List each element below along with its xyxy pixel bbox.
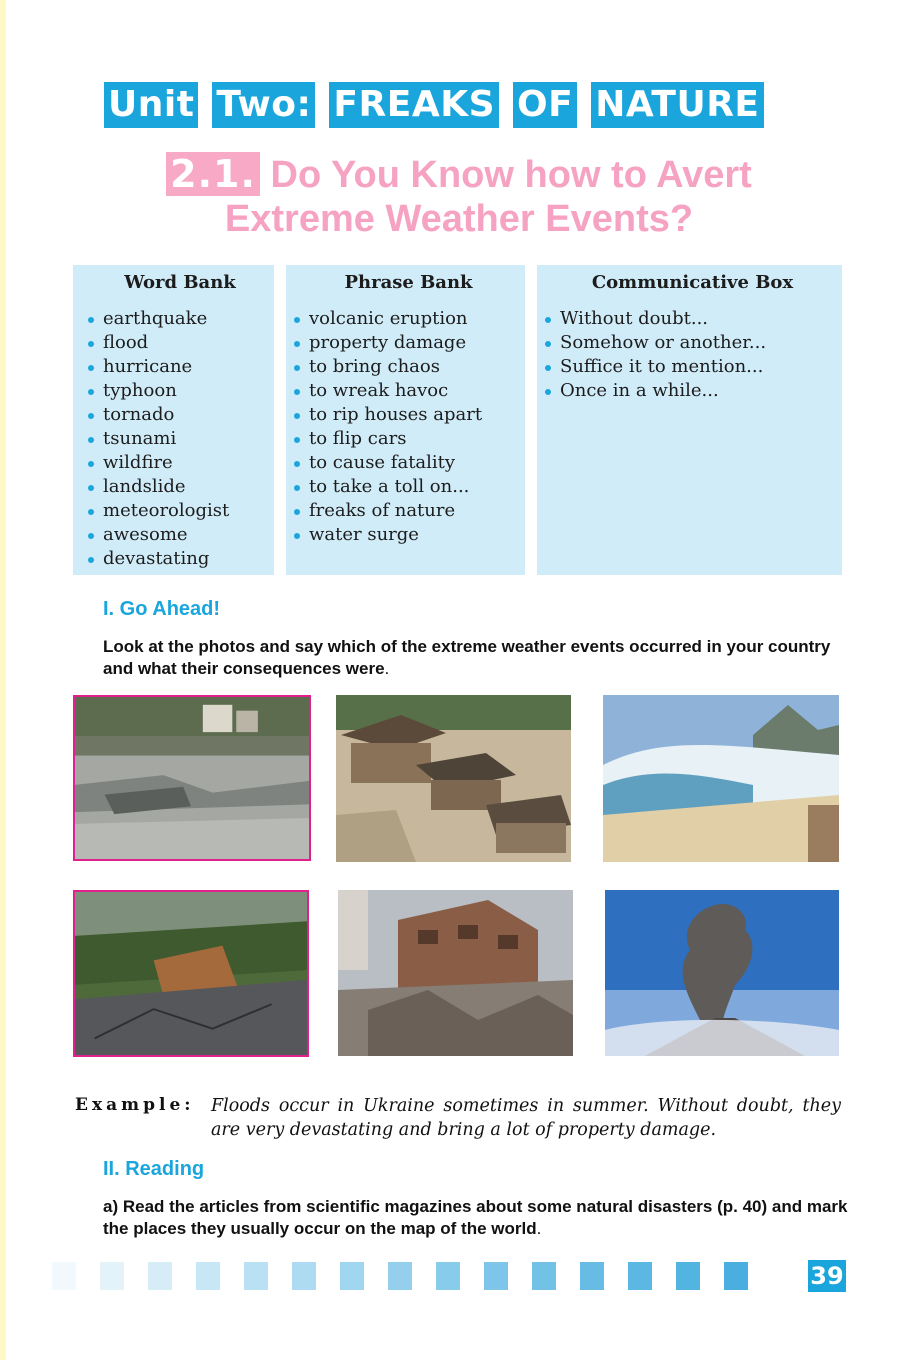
list-item: volcanic eruption [292, 307, 525, 331]
list-item: devastating [86, 547, 274, 571]
footer-square [292, 1262, 316, 1290]
word-bank-heading: Word Bank [124, 272, 236, 293]
footer-square [100, 1262, 124, 1290]
photo-landslide-road-image [75, 892, 307, 1055]
unit-title-word: FREAKS [329, 82, 499, 128]
footer-square [484, 1262, 508, 1290]
list-item: meteorologist [86, 499, 274, 523]
phrase-bank-list [292, 307, 525, 547]
instruction-end: . [384, 659, 390, 678]
lesson-number: 2.1. [166, 152, 260, 196]
photo-volcanic-eruption-image [605, 890, 839, 1056]
section-reading-instruction [103, 1196, 848, 1240]
footer-decoration [52, 1262, 748, 1290]
section-go-ahead-instruction [103, 636, 863, 680]
list-item: wildfire [86, 451, 274, 475]
photo-flooded-village-image [336, 695, 571, 862]
photo-earthquake-ruins [338, 890, 573, 1056]
list-item: typhoon [86, 379, 274, 403]
phrase-bank-heading: Phrase Bank [344, 272, 473, 293]
list-item: to cause fatality [292, 451, 525, 475]
photo-flood-debris-image [75, 697, 309, 859]
unit-title [104, 82, 764, 128]
unit-title-word: Unit [104, 82, 198, 128]
list-item: water surge [292, 523, 525, 547]
list-item: flood [86, 331, 274, 355]
photo-tsunami-wave-image [603, 695, 839, 862]
unit-title-word: OF [513, 82, 577, 128]
list-item: landslide [86, 475, 274, 499]
word-bank-box [73, 265, 274, 575]
footer-square [676, 1262, 700, 1290]
list-item: to flip cars [292, 427, 525, 451]
list-item: to wreak havoc [292, 379, 525, 403]
footer-square [148, 1262, 172, 1290]
communicative-box-heading: Communicative Box [591, 272, 794, 293]
section-go-ahead-title: I. Go Ahead! [103, 598, 221, 620]
lesson-title-line1: Do You Know how to Avert [270, 154, 752, 196]
list-item: to take a toll on... [292, 475, 525, 499]
footer-square [388, 1262, 412, 1290]
photo-volcanic-eruption [605, 890, 839, 1056]
communicative-box [537, 265, 842, 575]
photo-landslide-road [73, 890, 309, 1057]
lesson-title-line2: Extreme Weather Events? [224, 198, 694, 240]
footer-square [532, 1262, 556, 1290]
list-item: Once in a while... [543, 379, 842, 403]
footer-square [196, 1262, 220, 1290]
unit-title-word: Two: [212, 82, 315, 128]
footer-square [340, 1262, 364, 1290]
list-item: freaks of nature [292, 499, 525, 523]
instruction-text: Look at the photos and say which of the extreme weather events occurred in your country and what their consequences were [103, 637, 831, 678]
list-item: awesome [86, 523, 274, 547]
photo-earthquake-ruins-image [338, 890, 573, 1056]
example-label: Example: [75, 1095, 195, 1115]
communicative-box-list [543, 307, 842, 403]
footer-square [724, 1262, 748, 1290]
word-bank-list [86, 307, 274, 571]
list-item: earthquake [86, 307, 274, 331]
photo-tsunami-wave [603, 695, 839, 862]
footer-square [244, 1262, 268, 1290]
footer-square [580, 1262, 604, 1290]
list-item: tornado [86, 403, 274, 427]
footer-square [436, 1262, 460, 1290]
lesson-title [0, 152, 918, 241]
example-text: Floods occur in Ukraine sometimes in summer. Without doubt, they are very devastating and bring a lot of property damage. [211, 1096, 841, 1140]
list-item: hurricane [86, 355, 274, 379]
list-item: Suffice it to mention... [543, 355, 842, 379]
instruction-end: . [536, 1219, 542, 1238]
footer-square [628, 1262, 652, 1290]
list-item: to bring chaos [292, 355, 525, 379]
list-item: Without doubt... [543, 307, 842, 331]
footer-square [52, 1262, 76, 1290]
unit-title-word: NATURE [591, 82, 763, 128]
photo-flood-debris [73, 695, 311, 861]
list-item: tsunami [86, 427, 274, 451]
photo-flooded-village [336, 695, 571, 862]
instruction-text: a) Read the articles from scientific magazines about some natural disasters (p. 40) and mark the places they usually occur on the map of the world [103, 1197, 848, 1238]
list-item: Somehow or another... [543, 331, 842, 355]
list-item: to rip houses apart [292, 403, 525, 427]
list-item: property damage [292, 331, 525, 355]
page-number: 39 [808, 1260, 846, 1292]
phrase-bank-box [286, 265, 525, 575]
section-reading-title: II. Reading [103, 1158, 205, 1180]
